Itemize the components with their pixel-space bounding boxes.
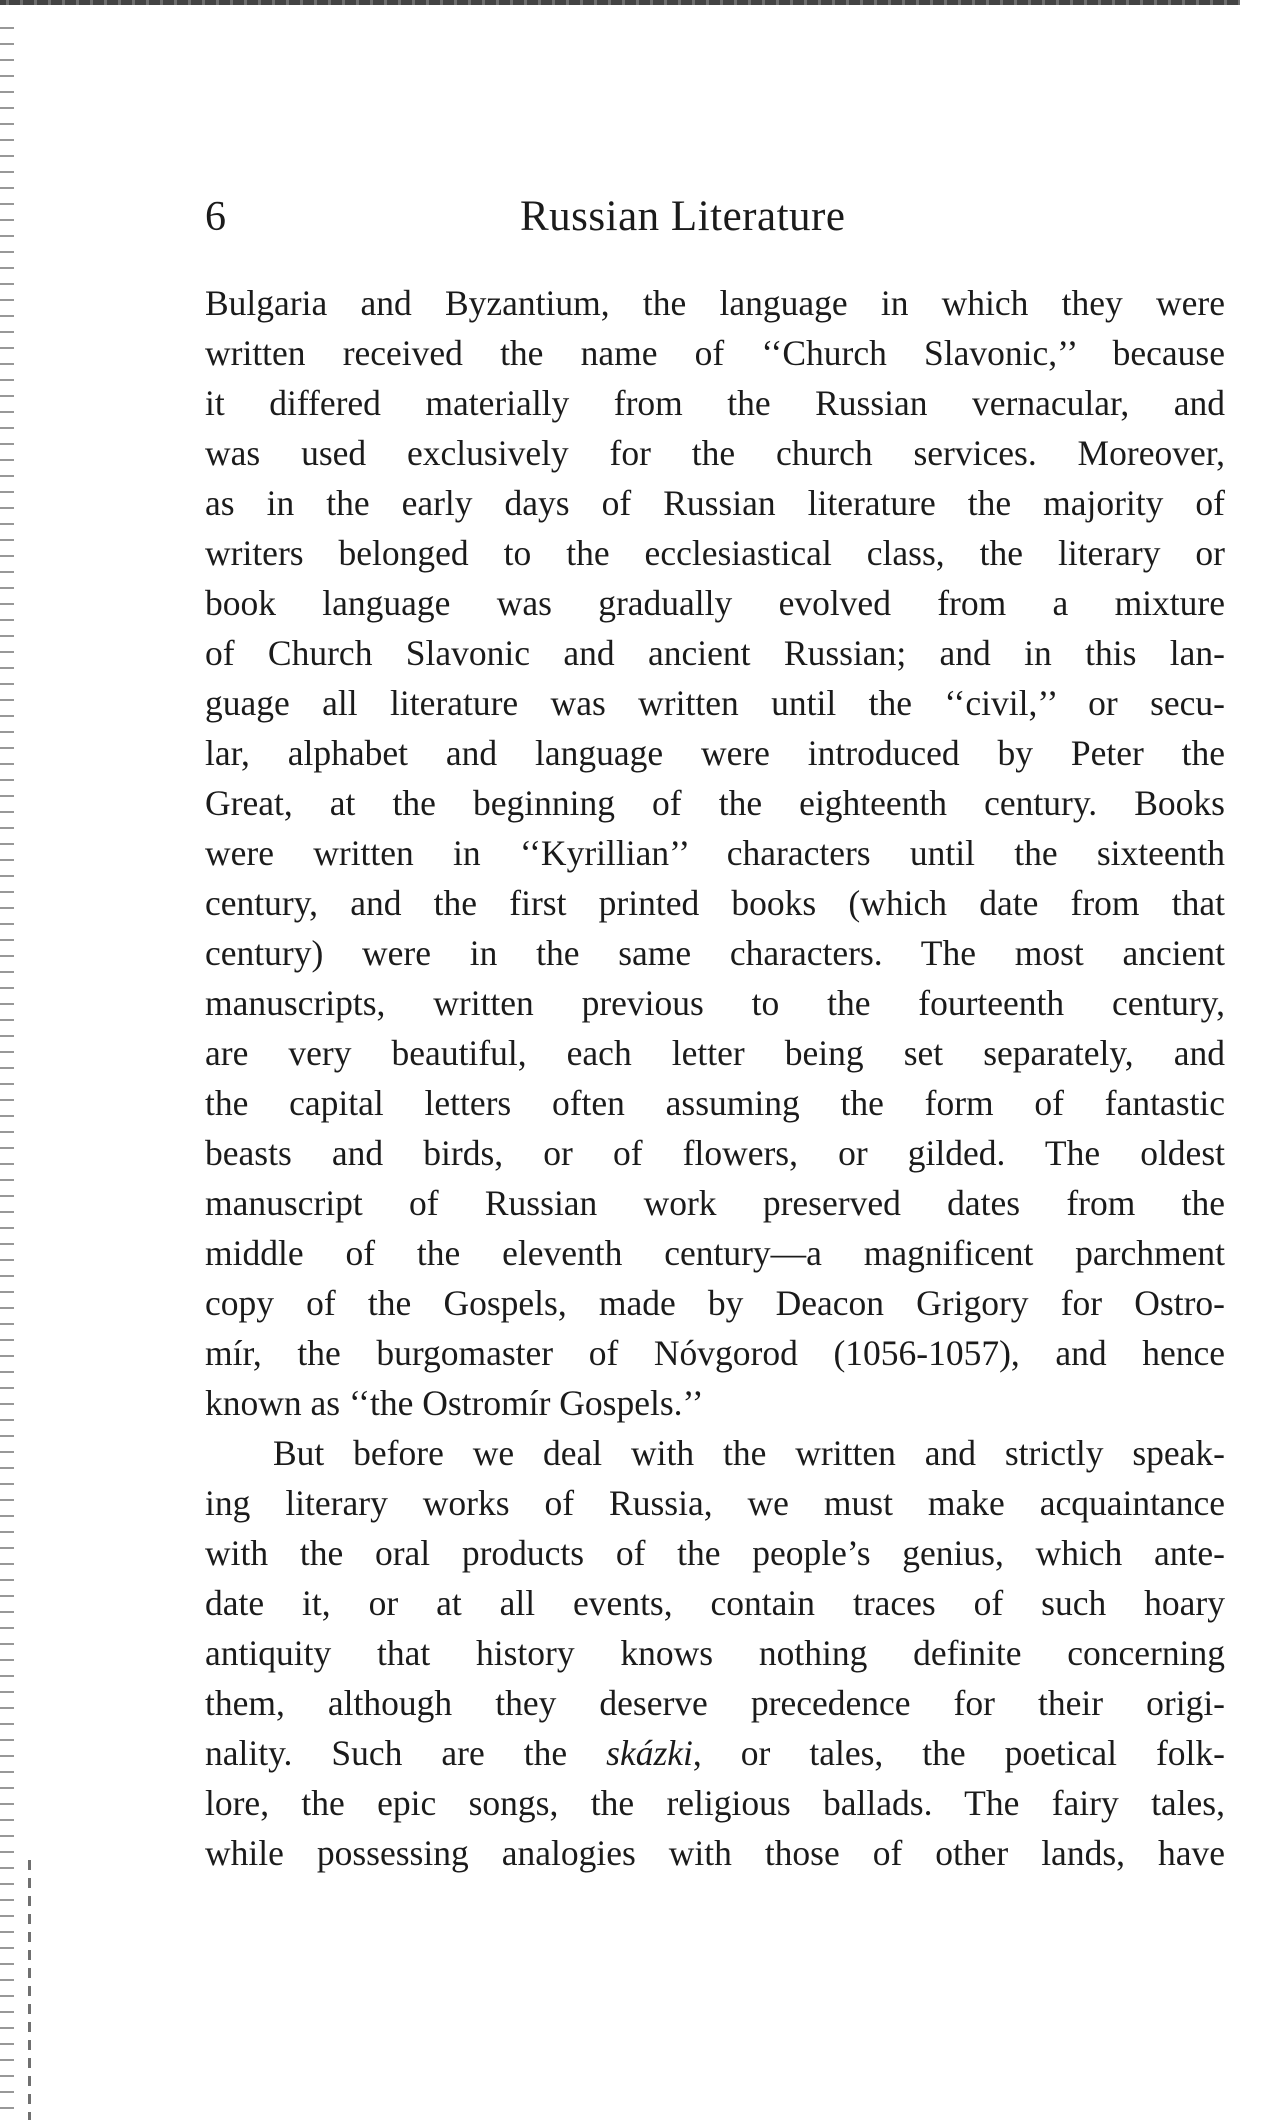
text-line-with-italic (205, 1728, 1225, 1778)
text-line: them, although they deserve precedence for their origi- (205, 1683, 1225, 1723)
paragraph-1 (205, 278, 1225, 1428)
text-line: written received the name of ‘‘Church Slavonic,’’ because (205, 333, 1225, 373)
text-line: copy of the Gospels, made by Deacon Grigory for Ostro- (205, 1283, 1225, 1323)
text-line: century) were in the same characters. The most ancient (205, 933, 1225, 973)
body-text (205, 278, 1225, 1878)
text-line: writers belonged to the ecclesiastical class, the literary or (205, 533, 1225, 573)
paragraph-2 (205, 1428, 1225, 1878)
text-line: middle of the eleventh century—a magnificent parchment (205, 1233, 1225, 1273)
text-line: guage all literature was written until the ‘‘civil,’’ or secu- (205, 683, 1225, 723)
text-line: the capital letters often assuming the form of fantastic (205, 1083, 1225, 1123)
text-line: antiquity that history knows nothing definite concerning (205, 1633, 1225, 1673)
text-line: of Church Slavonic and ancient Russian; and in this lan- (205, 633, 1225, 673)
left-scan-edge (0, 20, 14, 2120)
italic-term: skázki (606, 1733, 693, 1773)
page-number: 6 (205, 194, 227, 240)
text-line: it differed materially from the Russian vernacular, and (205, 383, 1225, 423)
text-fragment: , or tales, the poetical folk- (692, 1733, 1225, 1773)
text-fragment: nality. Such are the (205, 1733, 607, 1773)
text-line: was used exclusively for the church services. Moreover, (205, 433, 1225, 473)
text-line: manuscripts, written previous to the fourteenth century, (205, 983, 1225, 1023)
text-line: manuscript of Russian work preserved dates from the (205, 1183, 1225, 1223)
page-header (205, 185, 1213, 249)
text-line: mír, the burgomaster of Nóvgorod (1056-1057), and hence (205, 1333, 1225, 1373)
text-line: book language was gradually evolved from a mixture (205, 583, 1225, 623)
text-line: while possessing analogies with those of other lands, have (205, 1833, 1225, 1873)
running-title: Russian Literature (520, 193, 846, 240)
text-line: known as ‘‘the Ostromír Gospels.’’ (205, 1383, 704, 1423)
text-line: beasts and birds, or of flowers, or gilded. The oldest (205, 1133, 1225, 1173)
text-line: with the oral products of the people’s genius, which ante- (205, 1533, 1225, 1573)
text-line: as in the early days of Russian literature the majority of (205, 483, 1225, 523)
text-line: are very beautiful, each letter being set separately, and (205, 1033, 1225, 1073)
text-line: century, and the first printed books (which date from that (205, 883, 1225, 923)
text-line: date it, or at all events, contain traces of such hoary (205, 1583, 1225, 1623)
left-scan-edge-lower (28, 1860, 31, 2120)
text-line: Bulgaria and Byzantium, the language in which they were (205, 283, 1225, 323)
text-line: lore, the epic songs, the religious ballads. The fairy tales, (205, 1783, 1225, 1823)
text-line: lar, alphabet and language were introduced by Peter the (205, 733, 1225, 773)
text-line: were written in ‘‘Kyrillian’’ characters until the sixteenth (205, 833, 1225, 873)
top-scan-border (0, 0, 1240, 5)
text-line: But before we deal with the written and strictly speak- (273, 1433, 1225, 1473)
text-line: Great, at the beginning of the eighteenth century. Books (205, 783, 1225, 823)
text-line: ing literary works of Russia, we must make acquaintance (205, 1483, 1225, 1523)
